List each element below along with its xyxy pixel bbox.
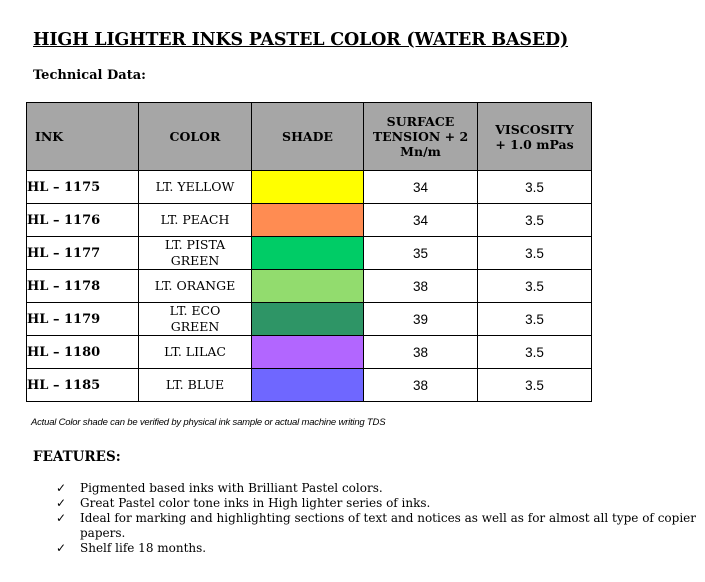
shade-cell [252,237,364,270]
color-name [139,237,252,270]
table-row [27,237,592,270]
feature-text: Ideal for marking and highlighting sections of text and notices as well as for almost all type of copier papers. [80,511,696,540]
shade-swatch [252,270,363,302]
feature-text: Shelf life 18 months. [80,541,207,555]
surface-tension-value: 38 [364,270,478,303]
table-row [27,204,592,237]
ink-code: HL – 1179 [27,303,139,336]
features-list [56,481,696,556]
surface-tension-value: 39 [364,303,478,336]
shade-swatch [252,237,363,269]
list-item [56,511,696,541]
table-row [27,369,592,402]
viscosity-value: 3.5 [478,204,592,237]
shade-cell [252,369,364,402]
color-name-line: GREEN [170,319,220,334]
table-row [27,270,592,303]
header-viscosity-line: + 1.0 mPas [495,136,574,152]
checkmark-icon: ✓ [56,496,67,510]
header-surface-tension [364,103,478,171]
ink-code: HL – 1175 [27,171,139,204]
header-color: COLOR [139,103,252,171]
ink-code: HL – 1176 [27,204,139,237]
table-row [27,303,592,336]
shade-cell [252,204,364,237]
surface-tension-value: 34 [364,171,478,204]
color-name-line: LT. YELLOW [155,179,235,194]
shade-swatch [252,369,363,401]
checkmark-icon: ✓ [56,481,67,495]
header-viscosity [478,103,592,171]
table-header-row [27,103,592,171]
color-name-line: LT. BLUE [165,377,225,392]
surface-tension-value: 38 [364,369,478,402]
ink-code: HL – 1180 [27,336,139,369]
header-surface-tension-line: SURFACE [386,114,455,129]
color-name-line: LT. LILAC [164,344,226,359]
shade-swatch [252,303,363,335]
shade-swatch [252,336,363,368]
table-body [27,171,592,402]
color-name [139,336,252,369]
color-name [139,303,252,336]
list-item [56,496,696,511]
color-name [139,270,252,303]
header-ink: INK [27,103,139,171]
color-name [139,204,252,237]
header-viscosity-line: VISCOSITY [495,121,574,137]
viscosity-value: 3.5 [478,270,592,303]
ink-code: HL – 1177 [27,237,139,270]
ink-code: HL – 1185 [27,369,139,402]
shade-swatch [252,171,363,203]
color-name [139,171,252,204]
ink-code: HL – 1178 [27,270,139,303]
color-name-line: LT. ORANGE [154,278,236,293]
shade-swatch [252,204,363,236]
list-item [56,481,696,496]
color-name [139,369,252,402]
checkmark-icon: ✓ [56,511,67,525]
table-row [27,336,592,369]
color-name-line: LT. PEACH [160,212,230,227]
color-name-line: LT. ECO [169,303,221,318]
header-surface-tension-line: TENSION + 2 [372,129,469,144]
surface-tension-value: 38 [364,336,478,369]
section-subtitle: Technical Data: [33,68,146,83]
features-heading: FEATURES: [33,449,121,465]
table-row [27,171,592,204]
list-item [56,541,696,556]
shade-cell [252,336,364,369]
shade-cell [252,171,364,204]
header-surface-tension-line: Mn/m [400,144,441,159]
color-name-line: GREEN [170,253,220,268]
viscosity-value: 3.5 [478,303,592,336]
header-shade: SHADE [252,103,364,171]
surface-tension-value: 35 [364,237,478,270]
viscosity-value: 3.5 [478,171,592,204]
feature-text: Great Pastel color tone inks in High lighter series of inks. [80,496,431,510]
viscosity-value: 3.5 [478,369,592,402]
shade-cell [252,303,364,336]
checkmark-icon: ✓ [56,541,67,555]
feature-text: Pigmented based inks with Brilliant Pastel colors. [80,481,383,495]
color-shade-note: Actual Color shade can be verified by physical ink sample or actual machine writing TDS [31,417,386,428]
viscosity-value: 3.5 [478,237,592,270]
surface-tension-value: 34 [364,204,478,237]
page-title: HIGH LIGHTER INKS PASTEL COLOR (WATER BASED) [33,30,569,50]
viscosity-value: 3.5 [478,336,592,369]
color-name-line: LT. PISTA [164,237,226,252]
shade-cell [252,270,364,303]
technical-data-table [26,102,592,402]
